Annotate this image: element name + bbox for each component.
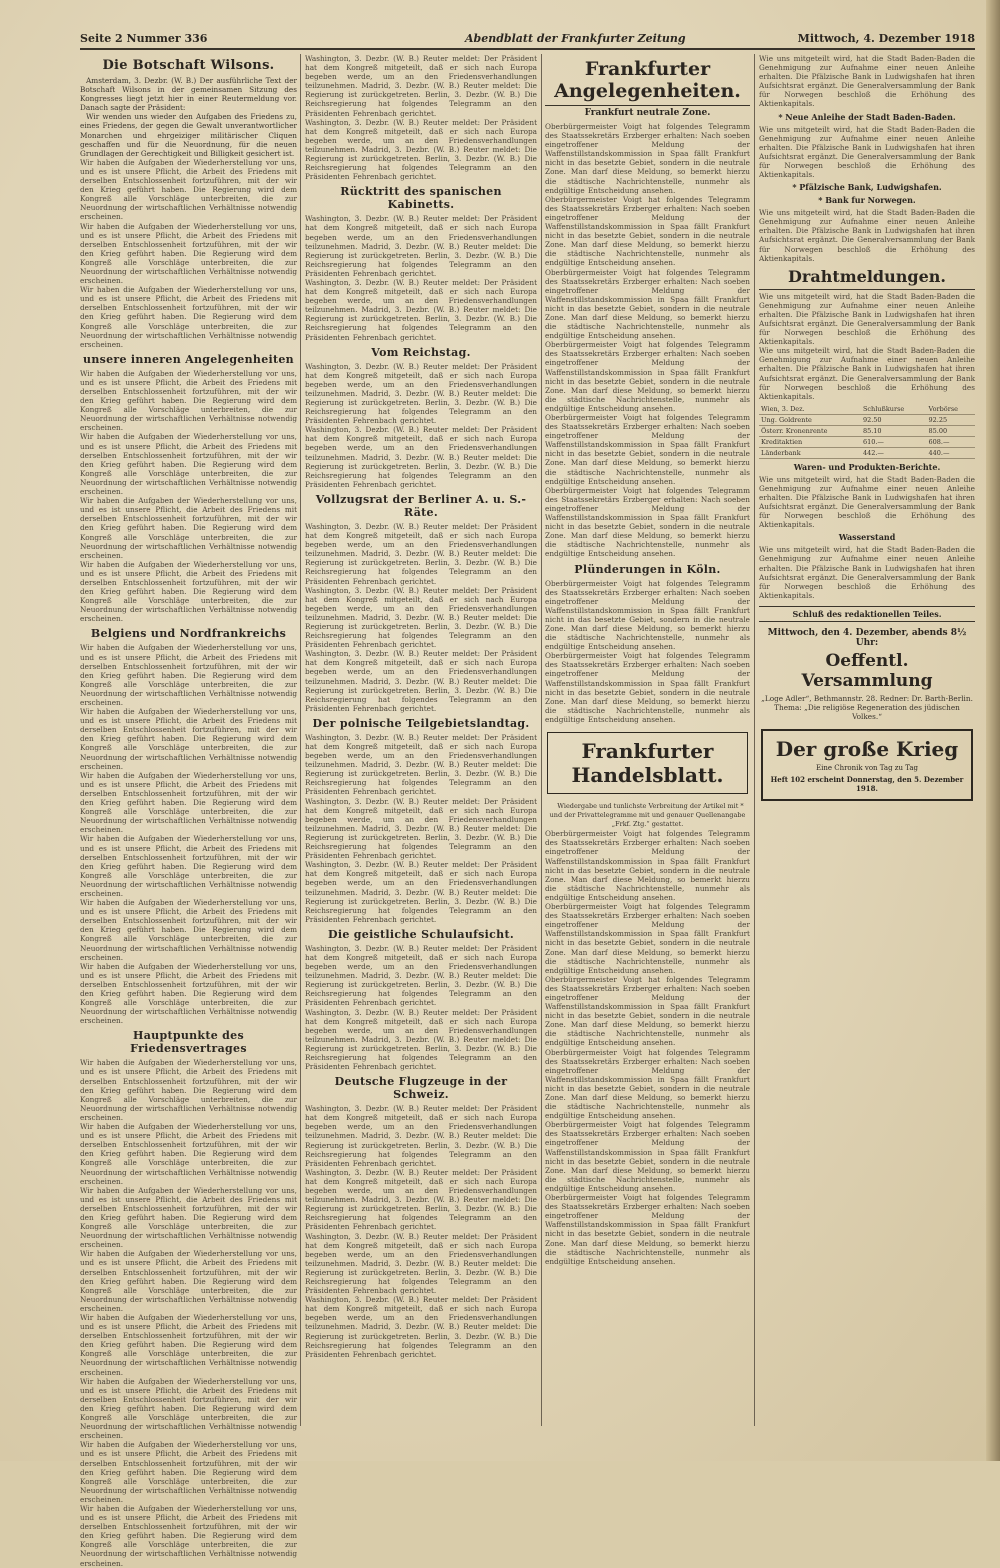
table-header: Vorbörse [927, 404, 975, 415]
article-text: Wir haben die Aufgaben der Wiederherstellung vor uns, und es ist unsere Pflicht, die Arbeit des Friedens mit derselben Entschlossenheit fortzuführen, mit der wir den Krieg geführt haben. Die Regierung wird dem Kongreß alle Vorschläge unterbreiten, die zur Neuordnung der wirtschaftlichen Verhältnisse notwendig erscheinen. [80, 898, 297, 962]
section-title: Drahtmeldungen. [759, 267, 975, 290]
article-text: Wir haben die Aufgaben der Wiederherstellung vor uns, und es ist unsere Pflicht, die Arbeit des Friedens mit derselben Entschlossenheit fortzuführen, mit der wir den Krieg geführt haben. Die Regierung wird dem Kongreß alle Vorschläge unterbreiten, die zur Neuordnung der wirtschaftlichen Verhältnisse notwendig erscheinen. [80, 221, 297, 286]
article-text: Wir haben die Aufgaben der Wiederherstellung vor uns, und es ist unsere Pflicht, die Arbeit des Friedens mit derselben Entschlossenheit fortzuführen, mit der wir den Krieg geführt haben. Die Regierung wird dem Kongreß alle Vorschläge unterbreiten, die zur Neuordnung der wirtschaftlichen Verhältnisse notwendig erscheinen. [80, 559, 297, 624]
krieg-subtitle: Eine Chronik von Tag zu Tag [816, 764, 918, 773]
article-text: Oberbürgermeister Voigt hat folgendes Telegramm des Staatssekretärs Erzberger erhalten: Nach soeben eingetroffener Meldung der Waffenstillstandskommission in Spaa fällt Frankfurt nicht in das besetzte Gebiet, sondern in die neutrale Zone. Man darf diese Meldung, so bemerkt hierzu die städtische Nachrichtenstelle, nunmehr als endgültige Entscheidung ansehen. [545, 902, 750, 975]
article-text: Washington, 3. Dezbr. (W. B.) Reuter meldet: Der Präsident hat dem Kongreß mitgeteilt, daß er sich nach Europa begeben werde, um an den Friedensverhandlungen teilzunehmen. Madrid, 3. Dezbr. (W. B.) Reuter meldet: Die Regierung ist zurückgetreten. Berlin, 3. Dezbr. (W. B.) Die Reichsregierung hat folgendes Telegramm an den Präsidenten Fehrenbach gerichtet. [305, 117, 537, 182]
table-header-row [759, 404, 975, 415]
editorial-end-marker: Schluß des redaktionellen Teiles. [759, 606, 975, 622]
article-text: Wir haben die Aufgaben der Wiederherstellung vor uns, und es ist unsere Pflicht, die Arbeit des Friedens mit derselben Entschlossenheit fortzuführen, mit der wir den Krieg geführt haben. Die Regierung wird dem Kongreß alle Vorschläge unterbreiten, die zur Neuordnung der wirtschaftlichen Verhältnisse notwendig erscheinen. [80, 643, 297, 707]
subheading: unsere inneren Angelegenheiten [83, 352, 294, 366]
handelsblatt-note: Wiedergabe und tunlichste Verbreitung der Artikel mit * und der Privattelegramme mit und genauer Quellenangabe „Frkf. Ztg.“ gestattet. [549, 802, 746, 829]
ad-date: Mittwoch, den 4. Dezember, abends 8½ Uhr: [767, 627, 967, 648]
article-text: Washington, 3. Dezbr. (W. B.) Reuter meldet: Der Präsident hat dem Kongreß mitgeteilt, daß er sich nach Europa begeben werde, um an den Friedensverhandlungen teilzunehmen. Madrid, 3. Dezbr. (W. B.) Reuter meldet: Die Regierung ist zurückgetreten. Berlin, 3. Dezbr. (W. B.) Die Reichsregierung hat folgendes Telegramm an den Präsidenten Fehrenbach gerichtet. [305, 860, 537, 924]
subheading: * Bank fur Norwegen. [818, 195, 916, 206]
column-3 [545, 54, 750, 1426]
subheading: Waren- und Produkten-Berichte. [793, 461, 941, 472]
ad-details: „Loge Adler“, Bethmannstr. 28. Redner: Dr. Barth-Berlin. Thema: „Die religiöse Regeneration des jüdischen Volkes.“ [761, 693, 973, 722]
subheading: Hauptpunkte des Friedensvertrages [130, 1029, 247, 1056]
article-text: Oberbürgermeister Voigt hat folgendes Telegramm des Staatssekretärs Erzberger erhalten: Nach soeben eingetroffener Meldung der Waffenstillstandskommission in Spaa fällt Frankfurt nicht in das besetzte Gebiet, sondern in die neutrale Zone. Man darf diese Meldung, so bemerkt hierzu die städtische Nachrichtenstelle, nunmehr als endgültige Entscheidung ansehen. [545, 974, 750, 1048]
subheading: Frankfurt neutrale Zone. [584, 108, 711, 118]
article-text: Oberbürgermeister Voigt hat folgendes Telegramm des Staatssekretärs Erzberger erhalten: Nach soeben eingetroffener Meldung der Waffenstillstandskommission in Spaa fällt Frankfurt nicht in das besetzte Gebiet, sondern in die neutrale Zone. Man darf diese Meldung, so bemerkt hierzu die städtische Nachrichtenstelle, nunmehr als endgültige Entscheidung ansehen. [545, 485, 750, 559]
article-text: Washington, 3. Dezbr. (W. B.) Reuter meldet: Der Präsident hat dem Kongreß mitgeteilt, daß er sich nach Europa begeben werde, um an den Friedensverhandlungen teilzunehmen. Madrid, 3. Dezbr. (W. B.) Reuter meldet: Die Regierung ist zurückgetreten. Berlin, 3. Dezbr. (W. B.) Die Reichsregierung hat folgendes Telegramm an den Präsidenten Fehrenbach gerichtet. [305, 277, 537, 342]
handelsblatt-banner [547, 732, 748, 794]
table-cell: Ung. Goldrente [759, 414, 861, 425]
table-cell: Länderbank [759, 447, 861, 458]
article-text: Wir haben die Aufgaben der Wiederherstellung vor uns, und es ist unsere Pflicht, die Arbeit des Friedens mit derselben Entschlossenheit fortzuführen, mit der wir den Krieg geführt haben. Die Regierung wird dem Kongreß alle Vorschläge unterbreiten, die zur Neuordnung der wirtschaftlichen Verhältnisse notwendig erscheinen. [80, 834, 297, 898]
ad-title: Oeffentl. Versammlung [801, 650, 933, 691]
subheading: Wasserstand [838, 532, 896, 543]
article-text: Wir haben die Aufgaben der Wiederherstellung vor uns, und es ist unsere Pflicht, die Arbeit des Friedens mit derselben Entschlossenheit fortzuführen, mit der wir den Krieg geführt haben. Die Regierung wird dem Kongreß alle Vorschläge unterbreiten, die zur Neuordnung der wirtschaftlichen Verhältnisse notwendig erscheinen. [80, 1058, 297, 1122]
table-cell: 608.— [927, 436, 975, 447]
subheading: Belgiens und Nordfrankreichs [90, 627, 287, 641]
table-cell: Österr. Kronenrente [759, 425, 861, 436]
subheading: Vollzugsrat der Berliner A. u. S.-Räte. [315, 492, 527, 519]
article-text: Wie uns mitgeteilt wird, hat die Stadt Baden-Baden die Genehmigung zur Aufnahme einer neuen Anleihe erhalten. Die Pfälzische Bank in Ludwigshafen hat ihren Aufsichtsrat ergänzt. Die Generalversammlung der Bank für Norwegen beschloß die Erhöhung des Aktienkapitals. [759, 346, 975, 401]
table-header: Schlußkurse [861, 404, 927, 415]
article-paragraph: Wir wenden uns wieder den Aufgaben des Friedens zu, eines Friedens, der gegen die Gewalt unverantwortlicher Monarchen und ehrgeiziger militärischer Cliquen geschaffen und für die Neuordnung, für die neuen Grundlagen der Gerechtigkeit und Billigkeit gesichert ist. [80, 112, 297, 158]
stock-table [759, 404, 975, 459]
article-text: Wie uns mitgeteilt wird, hat die Stadt Baden-Baden die Genehmigung zur Aufnahme einer neuen Anleihe erhalten. Die Pfälzische Bank in Ludwigshafen hat ihren Aufsichtsrat ergänzt. Die Generalversammlung der Bank für Norwegen beschloß die Erhöhung des Aktienkapitals. [759, 474, 975, 530]
table-cell: 92.50 [861, 414, 927, 425]
column-1 [80, 54, 297, 1568]
subheading: Rücktritt des spanischen Kabinetts. [340, 185, 502, 212]
masthead [80, 30, 975, 50]
handelsblatt-title: Frankfurter Handelsblatt. [571, 739, 724, 787]
krieg-advertisement [761, 729, 973, 801]
article-text: Oberbürgermeister Voigt hat folgendes Telegramm des Staatssekretärs Erzberger erhalten: Nach soeben eingetroffener Meldung der Waffenstillstandskommission in Spaa fällt Frankfurt nicht in das besetzte Gebiet, sondern in die neutrale Zone. Man darf diese Meldung, so bemerkt hierzu die städtische Nachrichtenstelle, nunmehr als endgültige Entscheidung ansehen. [545, 829, 750, 902]
article-text: Oberbürgermeister Voigt hat folgendes Telegramm des Staatssekretärs Erzberger erhalten: Nach soeben eingetroffener Meldung der Waffenstillstandskommission in Spaa fällt Frankfurt nicht in das besetzte Gebiet, sondern in die neutrale Zone. Man darf diese Meldung, so bemerkt hierzu die städtische Nachrichtenstelle, nunmehr als endgültige Entscheidung ansehen. [545, 1120, 750, 1193]
article-text: Washington, 3. Dezbr. (W. B.) Reuter meldet: Der Präsident hat dem Kongreß mitgeteilt, daß er sich nach Europa begeben werde, um an den Friedensverhandlungen teilzunehmen. Madrid, 3. Dezbr. (W. B.) Reuter meldet: Die Regierung ist zurückgetreten. Berlin, 3. Dezbr. (W. B.) Die Reichsregierung hat folgendes Telegramm an den Präsidenten Fehrenbach gerichtet. [305, 1167, 537, 1232]
krieg-note: Heft 102 erscheint Donnerstag, den 5. Dezember 1918. [770, 775, 964, 794]
subheading: Der polnische Teilgebietslandtag. [312, 716, 530, 730]
table-cell: 85.00 [927, 425, 975, 436]
article-text: Wir haben die Aufgaben der Wiederherstellung vor uns, und es ist unsere Pflicht, die Arbeit des Friedens mit derselben Entschlossenheit fortzuführen, mit der wir den Krieg geführt haben. Die Regierung wird dem Kongreß alle Vorschläge unterbreiten, die zur Neuordnung der wirtschaftlichen Verhältnisse notwendig erscheinen. [80, 157, 297, 222]
article-text: Wir haben die Aufgaben der Wiederherstellung vor uns, und es ist unsere Pflicht, die Arbeit des Friedens mit derselben Entschlossenheit fortzuführen, mit der wir den Krieg geführt haben. Die Regierung wird dem Kongreß alle Vorschläge unterbreiten, die zur Neuordnung der wirtschaftlichen Verhältnisse notwendig erscheinen. [80, 1440, 297, 1504]
article-text: Oberbürgermeister Voigt hat folgendes Telegramm des Staatssekretärs Erzberger erhalten: Nach soeben eingetroffener Meldung der Waffenstillstandskommission in Spaa fällt Frankfurt nicht in das besetzte Gebiet, sondern in die neutrale Zone. Man darf diese Meldung, so bemerkt hierzu die städtische Nachrichtenstelle, nunmehr als endgültige Entscheidung ansehen. [545, 1193, 750, 1266]
article-text: Wir haben die Aufgaben der Wiederherstellung vor uns, und es ist unsere Pflicht, die Arbeit des Friedens mit derselben Entschlossenheit fortzuführen, mit der wir den Krieg geführt haben. Die Regierung wird dem Kongreß alle Vorschläge unterbreiten, die zur Neuordnung der wirtschaftlichen Verhältnisse notwendig erscheinen. [80, 1313, 297, 1377]
page-edge [986, 0, 1000, 1461]
article-text: Washington, 3. Dezbr. (W. B.) Reuter meldet: Der Präsident hat dem Kongreß mitgeteilt, daß er sich nach Europa begeben werde, um an den Friedensverhandlungen teilzunehmen. Madrid, 3. Dezbr. (W. B.) Reuter meldet: Die Regierung ist zurückgetreten. Berlin, 3. Dezbr. (W. B.) Die Reichsregierung hat folgendes Telegramm an den Präsidenten Fehrenbach gerichtet. [305, 585, 537, 650]
article-text: Washington, 3. Dezbr. (W. B.) Reuter meldet: Der Präsident hat dem Kongreß mitgeteilt, daß er sich nach Europa begeben werde, um an den Friedensverhandlungen teilzunehmen. Madrid, 3. Dezbr. (W. B.) Reuter meldet: Die Regierung ist zurückgetreten. Berlin, 3. Dezbr. (W. B.) Die Reichsregierung hat folgendes Telegramm an den Präsidenten Fehrenbach gerichtet. [305, 1231, 537, 1296]
section-title: Frankfurter Angelegenheiten. [545, 58, 750, 106]
article-text: Wir haben die Aufgaben der Wiederherstellung vor uns, und es ist unsere Pflicht, die Arbeit des Friedens mit derselben Entschlossenheit fortzuführen, mit der wir den Krieg geführt haben. Die Regierung wird dem Kongreß alle Vorschläge unterbreiten, die zur Neuordnung der wirtschaftlichen Verhältnisse notwendig erscheinen. [80, 432, 297, 497]
article-text: Washington, 3. Dezbr. (W. B.) Reuter meldet: Der Präsident hat dem Kongreß mitgeteilt, daß er sich nach Europa begeben werde, um an den Friedensverhandlungen teilzunehmen. Madrid, 3. Dezbr. (W. B.) Reuter meldet: Die Regierung ist zurückgetreten. Berlin, 3. Dezbr. (W. B.) Die Reichsregierung hat folgendes Telegramm an den Präsidenten Fehrenbach gerichtet. [305, 1007, 537, 1072]
article-text: Oberbürgermeister Voigt hat folgendes Telegramm des Staatssekretärs Erzberger erhalten: Nach soeben eingetroffener Meldung der Waffenstillstandskommission in Spaa fällt Frankfurt nicht in das besetzte Gebiet, sondern in die neutrale Zone. Man darf diese Meldung, so bemerkt hierzu die städtische Nachrichtenstelle, nunmehr als endgültige Entscheidung ansehen. [545, 267, 750, 341]
table-cell: 610.— [861, 436, 927, 447]
article-text: Wie uns mitgeteilt wird, hat die Stadt Baden-Baden die Genehmigung zur Aufnahme einer neuen Anleihe erhalten. Die Pfälzische Bank in Ludwigshafen hat ihren Aufsichtsrat ergänzt. Die Generalversammlung der Bank für Norwegen beschloß die Erhöhung des Aktienkapitals. [759, 208, 975, 263]
article-text: Oberbürgermeister Voigt hat folgendes Telegramm des Staatssekretärs Erzberger erhalten: Nach soeben eingetroffener Meldung der Waffenstillstandskommission in Spaa fällt Frankfurt nicht in das besetzte Gebiet, sondern in die neutrale Zone. Man darf diese Meldung, so bemerkt hierzu die städtische Nachrichtenstelle, nunmehr als endgültige Entscheidung ansehen. [545, 1047, 750, 1121]
article-headline: Die Botschaft Wilsons. [102, 58, 275, 73]
table-cell: Kreditaktien [759, 436, 861, 447]
article-text: Washington, 3. Dezbr. (W. B.) Reuter meldet: Der Präsident hat dem Kongreß mitgeteilt, daß er sich nach Europa begeben werde, um an den Friedensverhandlungen teilzunehmen. Madrid, 3. Dezbr. (W. B.) Reuter meldet: Die Regierung ist zurückgetreten. Berlin, 3. Dezbr. (W. B.) Die Reichsregierung hat folgendes Telegramm an den Präsidenten Fehrenbach gerichtet. [305, 732, 537, 797]
article-text: Wir haben die Aufgaben der Wiederherstellung vor uns, und es ist unsere Pflicht, die Arbeit des Friedens mit derselben Entschlossenheit fortzuführen, mit der wir den Krieg geführt haben. Die Regierung wird dem Kongreß alle Vorschläge unterbreiten, die zur Neuordnung der wirtschaftlichen Verhältnisse notwendig erscheinen. [80, 1376, 297, 1441]
article-text: Oberbürgermeister Voigt hat folgendes Telegramm des Staatssekretärs Erzberger erhalten: Nach soeben eingetroffener Meldung der Waffenstillstandskommission in Spaa fällt Frankfurt nicht in das besetzte Gebiet, sondern in die neutrale Zone. Man darf diese Meldung, so bemerkt hierzu die städtische Nachrichtenstelle, nunmehr als endgültige Entscheidung ansehen. [545, 651, 750, 724]
table-row [759, 436, 975, 447]
column-rule [754, 54, 755, 1426]
article-text: Washington, 3. Dezbr. (W. B.) Reuter meldet: Der Präsident hat dem Kongreß mitgeteilt, daß er sich nach Europa begeben werde, um an den Friedensverhandlungen teilzunehmen. Madrid, 3. Dezbr. (W. B.) Reuter meldet: Die Regierung ist zurückgetreten. Berlin, 3. Dezbr. (W. B.) Die Reichsregierung hat folgendes Telegramm an den Präsidenten Fehrenbach gerichtet. [305, 54, 537, 118]
table-cell: 442.— [861, 447, 927, 458]
subheading: * Pfälzische Bank, Ludwigshafen. [792, 182, 942, 193]
article-text: Washington, 3. Dezbr. (W. B.) Reuter meldet: Der Präsident hat dem Kongreß mitgeteilt, daß er sich nach Europa begeben werde, um an den Friedensverhandlungen teilzunehmen. Madrid, 3. Dezbr. (W. B.) Reuter meldet: Die Regierung ist zurückgetreten. Berlin, 3. Dezbr. (W. B.) Die Reichsregierung hat folgendes Telegramm an den Präsidenten Fehrenbach gerichtet. [305, 425, 537, 489]
column-4 [759, 54, 975, 1426]
table-cell: 440.— [927, 447, 975, 458]
article-text: Wir haben die Aufgaben der Wiederherstellung vor uns, und es ist unsere Pflicht, die Arbeit des Friedens mit derselben Entschlossenheit fortzuführen, mit der wir den Krieg geführt haben. Die Regierung wird dem Kongreß alle Vorschläge unterbreiten, die zur Neuordnung der wirtschaftlichen Verhältnisse notwendig erscheinen. [80, 1503, 297, 1568]
article-text: Wie uns mitgeteilt wird, hat die Stadt Baden-Baden die Genehmigung zur Aufnahme einer neuen Anleihe erhalten. Die Pfälzische Bank in Ludwigshafen hat ihren Aufsichtsrat ergänzt. Die Generalversammlung der Bank für Norwegen beschloß die Erhöhung des Aktienkapitals. [759, 124, 975, 180]
article-text: Oberbürgermeister Voigt hat folgendes Telegramm des Staatssekretärs Erzberger erhalten: Nach soeben eingetroffener Meldung der Waffenstillstandskommission in Spaa fällt Frankfurt nicht in das besetzte Gebiet, sondern in die neutrale Zone. Man darf diese Meldung, so bemerkt hierzu die städtische Nachrichtenstelle, nunmehr als endgültige Entscheidung ansehen. [545, 340, 750, 413]
table-row [759, 447, 975, 458]
article-text: Washington, 3. Dezbr. (W. B.) Reuter meldet: Der Präsident hat dem Kongreß mitgeteilt, daß er sich nach Europa begeben werde, um an den Friedensverhandlungen teilzunehmen. Madrid, 3. Dezbr. (W. B.) Reuter meldet: Die Regierung ist zurückgetreten. Berlin, 3. Dezbr. (W. B.) Die Reichsregierung hat folgendes Telegramm an den Präsidenten Fehrenbach gerichtet. [305, 1295, 537, 1359]
article-text: Wie uns mitgeteilt wird, hat die Stadt Baden-Baden die Genehmigung zur Aufnahme einer neuen Anleihe erhalten. Die Pfälzische Bank in Ludwigshafen hat ihren Aufsichtsrat ergänzt. Die Generalversammlung der Bank für Norwegen beschloß die Erhöhung des Aktienkapitals. [759, 545, 975, 600]
article-text: Washington, 3. Dezbr. (W. B.) Reuter meldet: Der Präsident hat dem Kongreß mitgeteilt, daß er sich nach Europa begeben werde, um an den Friedensverhandlungen teilzunehmen. Madrid, 3. Dezbr. (W. B.) Reuter meldet: Die Regierung ist zurückgetreten. Berlin, 3. Dezbr. (W. B.) Die Reichsregierung hat folgendes Telegramm an den Präsidenten Fehrenbach gerichtet. [305, 361, 537, 426]
subheading: Plünderungen in Köln. [574, 562, 721, 576]
article-text: Wir haben die Aufgaben der Wiederherstellung vor uns, und es ist unsere Pflicht, die Arbeit des Friedens mit derselben Entschlossenheit fortzuführen, mit der wir den Krieg geführt haben. Die Regierung wird dem Kongreß alle Vorschläge unterbreiten, die zur Neuordnung der wirtschaftlichen Verhältnisse notwendig erscheinen. [80, 368, 297, 433]
article-text: Wir haben die Aufgaben der Wiederherstellung vor uns, und es ist unsere Pflicht, die Arbeit des Friedens mit derselben Entschlossenheit fortzuführen, mit der wir den Krieg geführt haben. Die Regierung wird dem Kongreß alle Vorschläge unterbreiten, die zur Neuordnung der wirtschaftlichen Verhältnisse notwendig erscheinen. [80, 496, 297, 560]
article-intro: Amsterdam, 3. Dezbr. (W. B.) Der ausführliche Text der Botschaft Wilsons in der gemeinsamen Sitzung des Kongresses liegt jetzt hier in einer Reutermeldung vor. Danach sagte der Präsident: [80, 76, 297, 113]
column-2 [305, 54, 537, 1426]
article-text: Oberbürgermeister Voigt hat folgendes Telegramm des Staatssekretärs Erzberger erhalten: Nach soeben eingetroffener Meldung der Waffenstillstandskommission in Spaa fällt Frankfurt nicht in das besetzte Gebiet, sondern in die neutrale Zone. Man darf diese Meldung, so bemerkt hierzu die städtische Nachrichtenstelle, nunmehr als endgültige Entscheidung ansehen. [545, 578, 750, 652]
article-text: Oberbürgermeister Voigt hat folgendes Telegramm des Staatssekretärs Erzberger erhalten: Nach soeben eingetroffener Meldung der Waffenstillstandskommission in Spaa fällt Frankfurt nicht in das besetzte Gebiet, sondern in die neutrale Zone. Man darf diese Meldung, so bemerkt hierzu die städtische Nachrichtenstelle, nunmehr als endgültige Entscheidung ansehen. [545, 122, 750, 195]
table-cell: 92.25 [927, 414, 975, 425]
article-text: Wie uns mitgeteilt wird, hat die Stadt Baden-Baden die Genehmigung zur Aufnahme einer neuen Anleihe erhalten. Die Pfälzische Bank in Ludwigshafen hat ihren Aufsichtsrat ergänzt. Die Generalversammlung der Bank für Norwegen beschloß die Erhöhung des Aktienkapitals. [759, 54, 975, 109]
article-text: Oberbürgermeister Voigt hat folgendes Telegramm des Staatssekretärs Erzberger erhalten: Nach soeben eingetroffener Meldung der Waffenstillstandskommission in Spaa fällt Frankfurt nicht in das besetzte Gebiet, sondern in die neutrale Zone. Man darf diese Meldung, so bemerkt hierzu die städtische Nachrichtenstelle, nunmehr als endgültige Entscheidung ansehen. [545, 194, 750, 268]
krieg-title: Der große Krieg [775, 737, 959, 762]
column-rule [541, 54, 542, 1426]
article-text: Washington, 3. Dezbr. (W. B.) Reuter meldet: Der Präsident hat dem Kongreß mitgeteilt, daß er sich nach Europa begeben werde, um an den Friedensverhandlungen teilzunehmen. Madrid, 3. Dezbr. (W. B.) Reuter meldet: Die Regierung ist zurückgetreten. Berlin, 3. Dezbr. (W. B.) Die Reichsregierung hat folgendes Telegramm an den Präsidenten Fehrenbach gerichtet. [305, 1104, 537, 1168]
newspaper-title: Abendblatt der Frankfurter Zeitung [465, 32, 686, 45]
subheading: Deutsche Flugzeuge in der Schweiz. [334, 1075, 508, 1102]
table-header: Wien, 3. Dez. [759, 404, 861, 415]
page-number: Seite 2 Nummer 336 [80, 32, 208, 45]
article-text: Wir haben die Aufgaben der Wiederherstellung vor uns, und es ist unsere Pflicht, die Arbeit des Friedens mit derselben Entschlossenheit fortzuführen, mit der wir den Krieg geführt haben. Die Regierung wird dem Kongreß alle Vorschläge unterbreiten, die zur Neuordnung der wirtschaftlichen Verhältnisse notwendig erscheinen. [80, 1122, 297, 1186]
issue-date: Mittwoch, 4. Dezember 1918 [797, 32, 975, 45]
article-text: Wir haben die Aufgaben der Wiederherstellung vor uns, und es ist unsere Pflicht, die Arbeit des Friedens mit derselben Entschlossenheit fortzuführen, mit der wir den Krieg geführt haben. Die Regierung wird dem Kongreß alle Vorschläge unterbreiten, die zur Neuordnung der wirtschaftlichen Verhältnisse notwendig erscheinen. [80, 1185, 297, 1250]
article-text: Oberbürgermeister Voigt hat folgendes Telegramm des Staatssekretärs Erzberger erhalten: Nach soeben eingetroffener Meldung der Waffenstillstandskommission in Spaa fällt Frankfurt nicht in das besetzte Gebiet, sondern in die neutrale Zone. Man darf diese Meldung, so bemerkt hierzu die städtische Nachrichtenstelle, nunmehr als endgültige Entscheidung ansehen. [545, 413, 750, 486]
article-text: Wir haben die Aufgaben der Wiederherstellung vor uns, und es ist unsere Pflicht, die Arbeit des Friedens mit derselben Entschlossenheit fortzuführen, mit der wir den Krieg geführt haben. Die Regierung wird dem Kongreß alle Vorschläge unterbreiten, die zur Neuordnung der wirtschaftlichen Verhältnisse notwendig erscheinen. [80, 285, 297, 349]
subheading: * Neue Anleihe der Stadt Baden-Baden. [778, 111, 956, 122]
article-text: Wir haben die Aufgaben der Wiederherstellung vor uns, und es ist unsere Pflicht, die Arbeit des Friedens mit derselben Entschlossenheit fortzuführen, mit der wir den Krieg geführt haben. Die Regierung wird dem Kongreß alle Vorschläge unterbreiten, die zur Neuordnung der wirtschaftlichen Verhältnisse notwendig erscheinen. [80, 961, 297, 1026]
subheading: Die geistliche Schulaufsicht. [328, 927, 514, 941]
column-rule [300, 54, 301, 1426]
table-row [759, 414, 975, 425]
article-text: Wir haben die Aufgaben der Wiederherstellung vor uns, und es ist unsere Pflicht, die Arbeit des Friedens mit derselben Entschlossenheit fortzuführen, mit der wir den Krieg geführt haben. Die Regierung wird dem Kongreß alle Vorschläge unterbreiten, die zur Neuordnung der wirtschaftlichen Verhältnisse notwendig erscheinen. [80, 707, 297, 771]
article-text: Washington, 3. Dezbr. (W. B.) Reuter meldet: Der Präsident hat dem Kongreß mitgeteilt, daß er sich nach Europa begeben werde, um an den Friedensverhandlungen teilzunehmen. Madrid, 3. Dezbr. (W. B.) Reuter meldet: Die Regierung ist zurückgetreten. Berlin, 3. Dezbr. (W. B.) Die Reichsregierung hat folgendes Telegramm an den Präsidenten Fehrenbach gerichtet. [305, 214, 537, 278]
subheading: Vom Reichstag. [371, 345, 471, 359]
article-text: Washington, 3. Dezbr. (W. B.) Reuter meldet: Der Präsident hat dem Kongreß mitgeteilt, daß er sich nach Europa begeben werde, um an den Friedensverhandlungen teilzunehmen. Madrid, 3. Dezbr. (W. B.) Reuter meldet: Die Regierung ist zurückgetreten. Berlin, 3. Dezbr. (W. B.) Die Reichsregierung hat folgendes Telegramm an den Präsidenten Fehrenbach gerichtet. [305, 943, 537, 1008]
article-text: Washington, 3. Dezbr. (W. B.) Reuter meldet: Der Präsident hat dem Kongreß mitgeteilt, daß er sich nach Europa begeben werde, um an den Friedensverhandlungen teilzunehmen. Madrid, 3. Dezbr. (W. B.) Reuter meldet: Die Regierung ist zurückgetreten. Berlin, 3. Dezbr. (W. B.) Die Reichsregierung hat folgendes Telegramm an den Präsidenten Fehrenbach gerichtet. [305, 796, 537, 861]
article-text: Washington, 3. Dezbr. (W. B.) Reuter meldet: Der Präsident hat dem Kongreß mitgeteilt, daß er sich nach Europa begeben werde, um an den Friedensverhandlungen teilzunehmen. Madrid, 3. Dezbr. (W. B.) Reuter meldet: Die Regierung ist zurückgetreten. Berlin, 3. Dezbr. (W. B.) Die Reichsregierung hat folgendes Telegramm an den Präsidenten Fehrenbach gerichtet. [305, 521, 537, 586]
article-text: Washington, 3. Dezbr. (W. B.) Reuter meldet: Der Präsident hat dem Kongreß mitgeteilt, daß er sich nach Europa begeben werde, um an den Friedensverhandlungen teilzunehmen. Madrid, 3. Dezbr. (W. B.) Reuter meldet: Die Regierung ist zurückgetreten. Berlin, 3. Dezbr. (W. B.) Die Reichsregierung hat folgendes Telegramm an den Präsidenten Fehrenbach gerichtet. [305, 649, 537, 713]
table-row [759, 425, 975, 436]
article-text: Wir haben die Aufgaben der Wiederherstellung vor uns, und es ist unsere Pflicht, die Arbeit des Friedens mit derselben Entschlossenheit fortzuführen, mit der wir den Krieg geführt haben. Die Regierung wird dem Kongreß alle Vorschläge unterbreiten, die zur Neuordnung der wirtschaftlichen Verhältnisse notwendig erscheinen. [80, 770, 297, 835]
table-cell: 85.10 [861, 425, 927, 436]
article-text: Wir haben die Aufgaben der Wiederherstellung vor uns, und es ist unsere Pflicht, die Arbeit des Friedens mit derselben Entschlossenheit fortzuführen, mit der wir den Krieg geführt haben. Die Regierung wird dem Kongreß alle Vorschläge unterbreiten, die zur Neuordnung der wirtschaftlichen Verhältnisse notwendig erscheinen. [80, 1249, 297, 1313]
article-text: Wie uns mitgeteilt wird, hat die Stadt Baden-Baden die Genehmigung zur Aufnahme einer neuen Anleihe erhalten. Die Pfälzische Bank in Ludwigshafen hat ihren Aufsichtsrat ergänzt. Die Generalversammlung der Bank für Norwegen beschloß die Erhöhung des Aktienkapitals. [759, 291, 975, 347]
